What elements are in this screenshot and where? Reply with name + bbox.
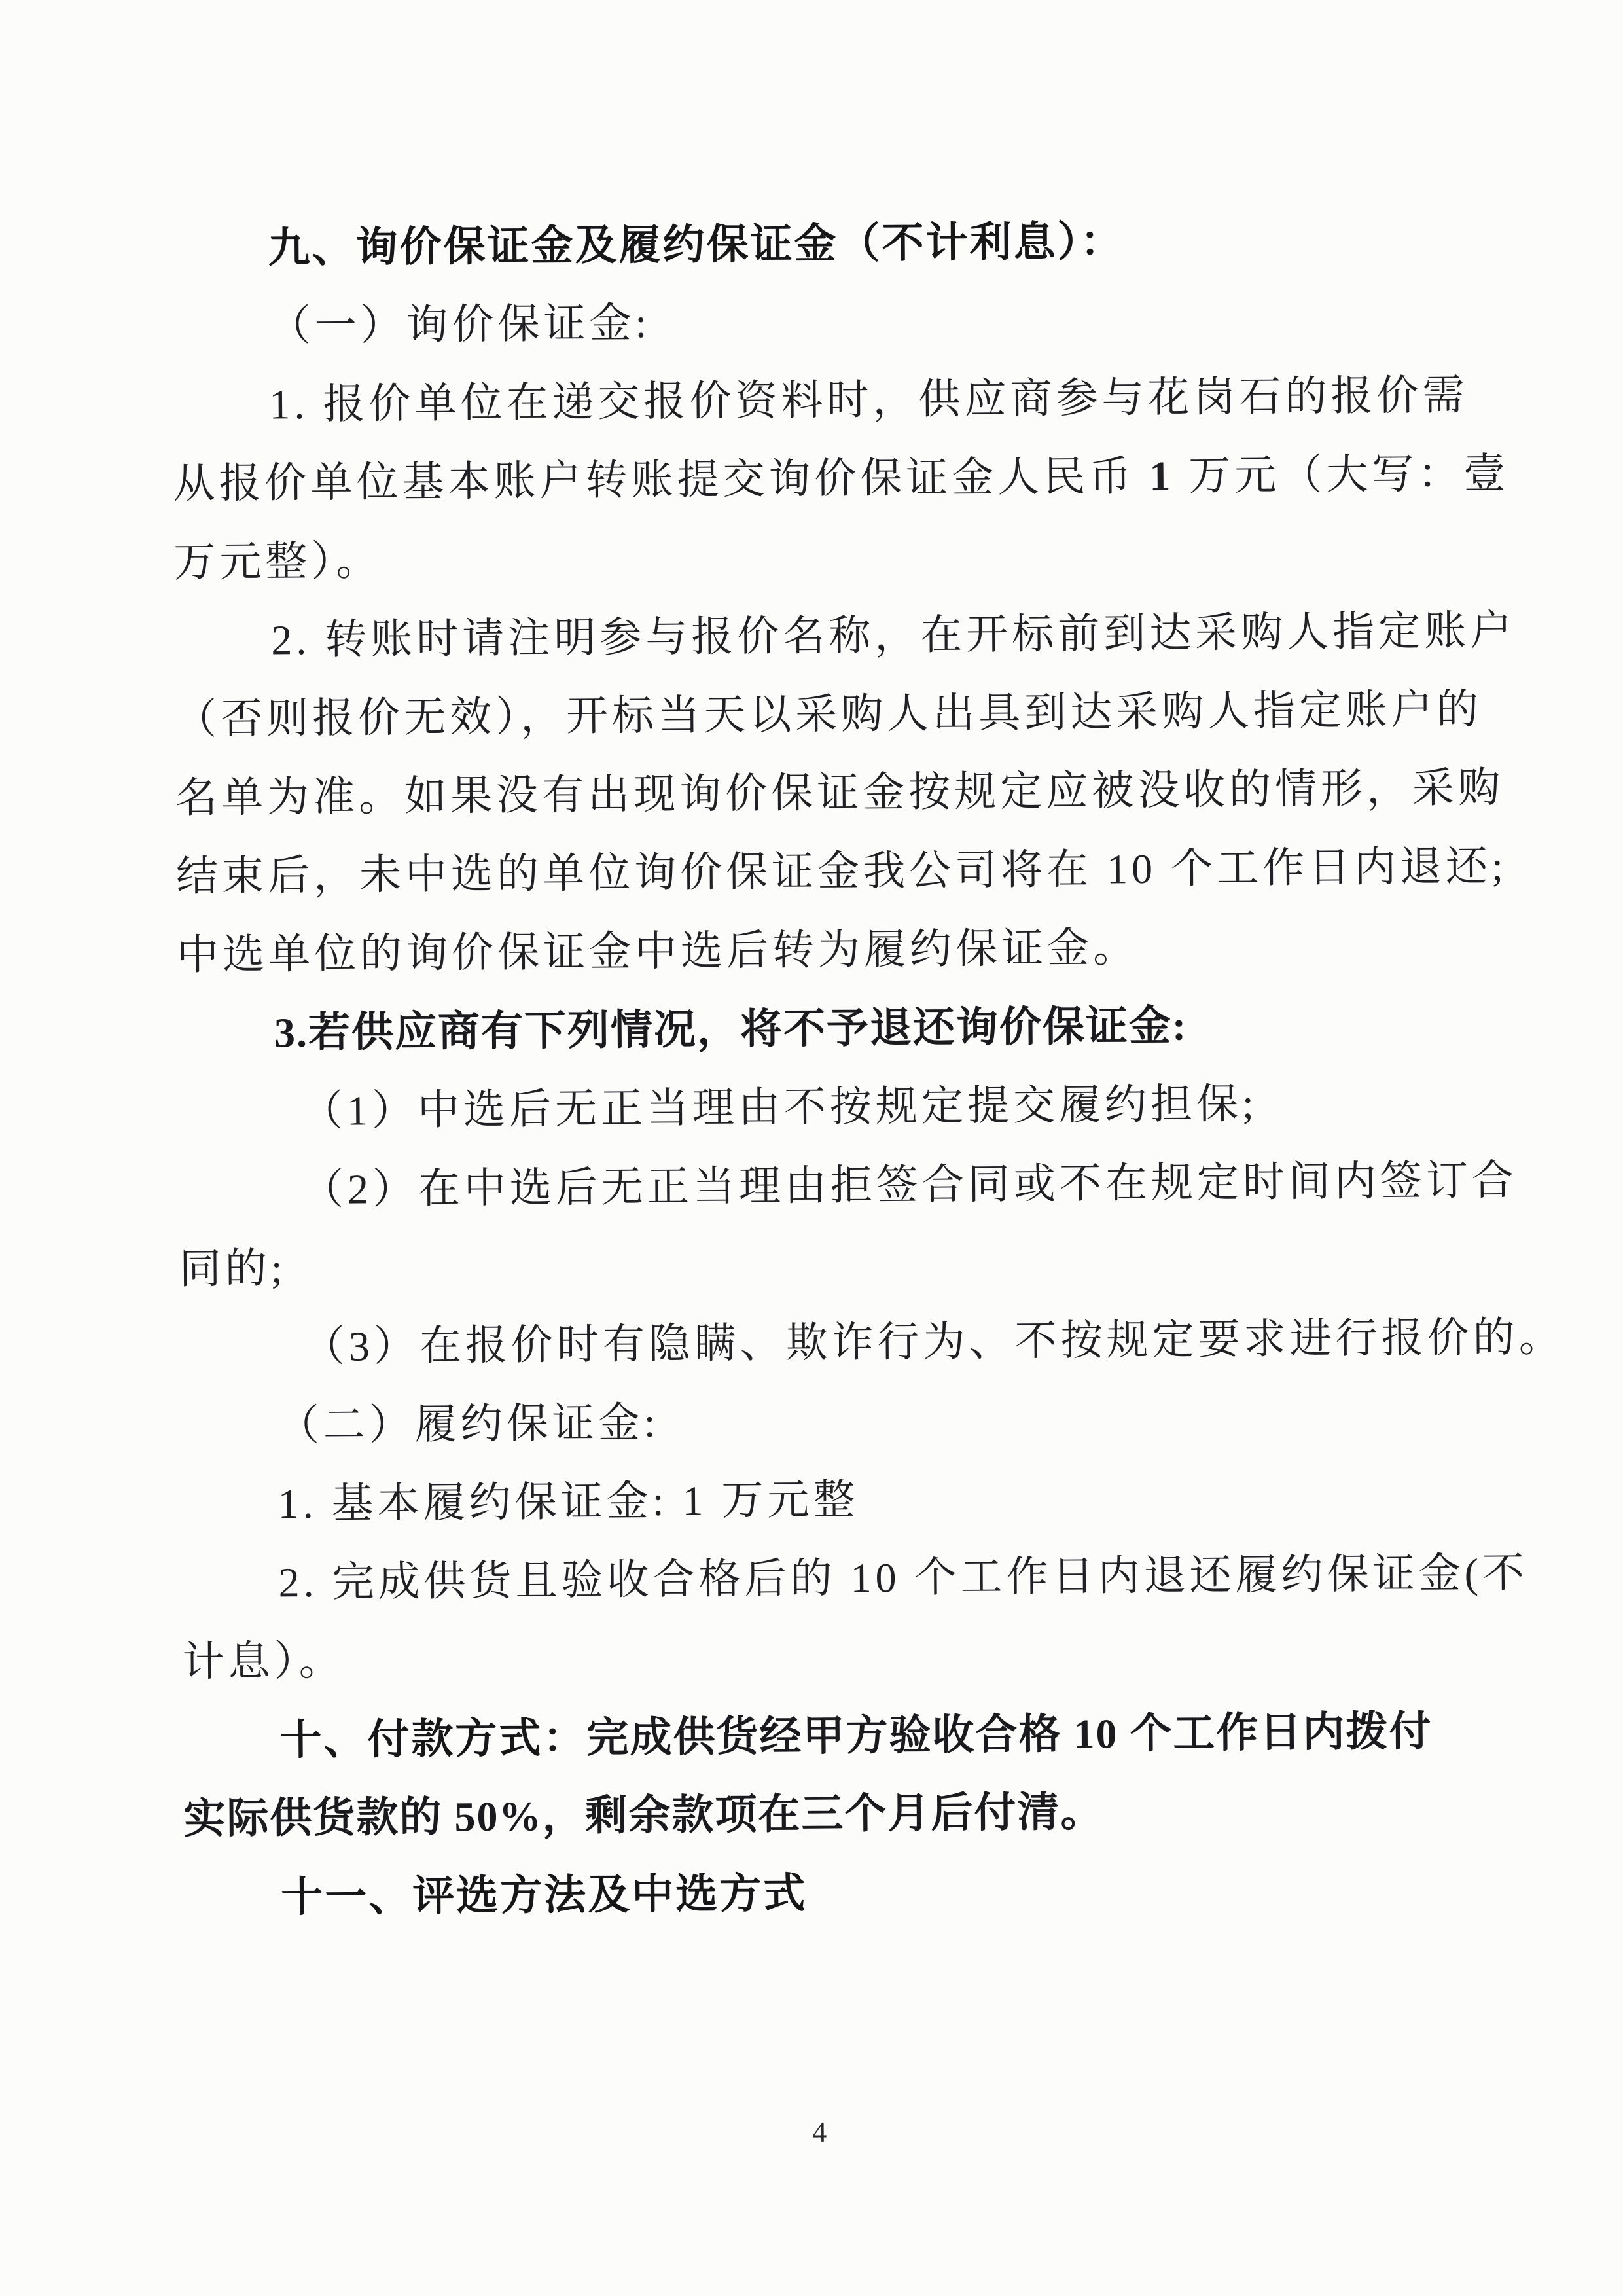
text-run: 从报价单位基本账户转账提交询价保证金人民币 — [173, 452, 1150, 507]
text-run: 同的; — [179, 1245, 287, 1293]
heading-run: 十一、评选方法及中选方式 — [281, 1869, 808, 1921]
item-2-line-4 — [176, 826, 1622, 916]
heading-run: 九、询价保证金及履约保证金（不计利息）： — [268, 217, 1124, 272]
subsection-2-item-1 — [181, 1454, 1623, 1544]
text-run: 结束后，未中选的单位询价保证金我公司将在 10 个工作日内退还; — [175, 842, 1508, 900]
subsection-2-item-2-line-2 — [182, 1611, 1623, 1701]
text-run: （3）在报价时有隐瞒、欺诈行为、不按规定要求进行报价的。 — [302, 1313, 1565, 1371]
heading-section-11 — [184, 1847, 1623, 1937]
text-run: （2）在中选后无正当理由拒签合同或不在规定时间内签订合 — [301, 1157, 1518, 1213]
text-run: 中选单位的询价保证金中选后转为履约保证金。 — [176, 924, 1139, 978]
text-run: （否则报价无效），开标当天以采购人出具到达采购人指定账户的 — [174, 685, 1483, 743]
item-3-sub-2-line-2 — [179, 1219, 1623, 1308]
text-run: （1）中选后无正当理由不按规定提交履约担保; — [300, 1080, 1258, 1135]
item-2-line-1 — [174, 590, 1620, 680]
heading-section-10-line-1 — [183, 1690, 1623, 1780]
text-run: 万元整）。 — [173, 537, 382, 586]
item-1-line-1 — [172, 355, 1618, 444]
item-1-line-3 — [173, 512, 1619, 601]
emphasis-run: 完成供货经甲方验收合格 10 个工作日内拨付 — [586, 1708, 1433, 1761]
item-3-sub-1 — [177, 1062, 1623, 1151]
subsection-1-title — [171, 276, 1617, 366]
text-run: （二）履约保证金: — [277, 1399, 660, 1449]
text-run: 计息）。 — [182, 1637, 345, 1685]
subsection-2-item-2-line-1 — [181, 1533, 1623, 1623]
text-run: 万元（大写：壹 — [1174, 450, 1510, 499]
item-3-heading — [177, 983, 1623, 1073]
heading-run: 十、付款方式： — [279, 1713, 587, 1764]
emphasis-run: 实际供货款的 50%，剩余款项在三个月后付清。 — [183, 1788, 1104, 1842]
heading-section-9 — [171, 198, 1616, 287]
item-1-line-2 — [173, 433, 1618, 523]
document-body — [171, 198, 1623, 1937]
text-run: 2. 完成供货且验收合格后的 10 个工作日内退还履约保证金(不 — [278, 1549, 1529, 1606]
text-run: 2. 转账时请注明参与报价名称，在开标前到达采购人指定账户 — [271, 607, 1516, 664]
subsection-2-title — [180, 1376, 1623, 1465]
page-number: 4 — [812, 2115, 827, 2149]
amount-numeral: 1 — [1149, 452, 1175, 499]
item-3-sub-2-line-1 — [178, 1140, 1623, 1230]
text-run: 1. 报价单位在递交报价资料时，供应商参与花岗石的报价需 — [269, 372, 1469, 428]
emphasis-run: 3.若供应商有下列情况，将不予退还询价保证金: — [274, 1002, 1188, 1056]
item-2-line-5 — [177, 905, 1622, 994]
text-run: 名单为准。如果没有出现询价保证金按规定应被没收的情形，采购 — [175, 764, 1505, 821]
text-run: 1. 基本履约保证金: 1 万元整 — [277, 1476, 859, 1528]
item-2-line-3 — [175, 747, 1621, 837]
item-2-line-2 — [175, 669, 1620, 759]
item-3-sub-3 — [179, 1297, 1623, 1387]
heading-section-10-line-2 — [183, 1768, 1623, 1858]
text-run: （一）询价保证金: — [268, 299, 651, 350]
